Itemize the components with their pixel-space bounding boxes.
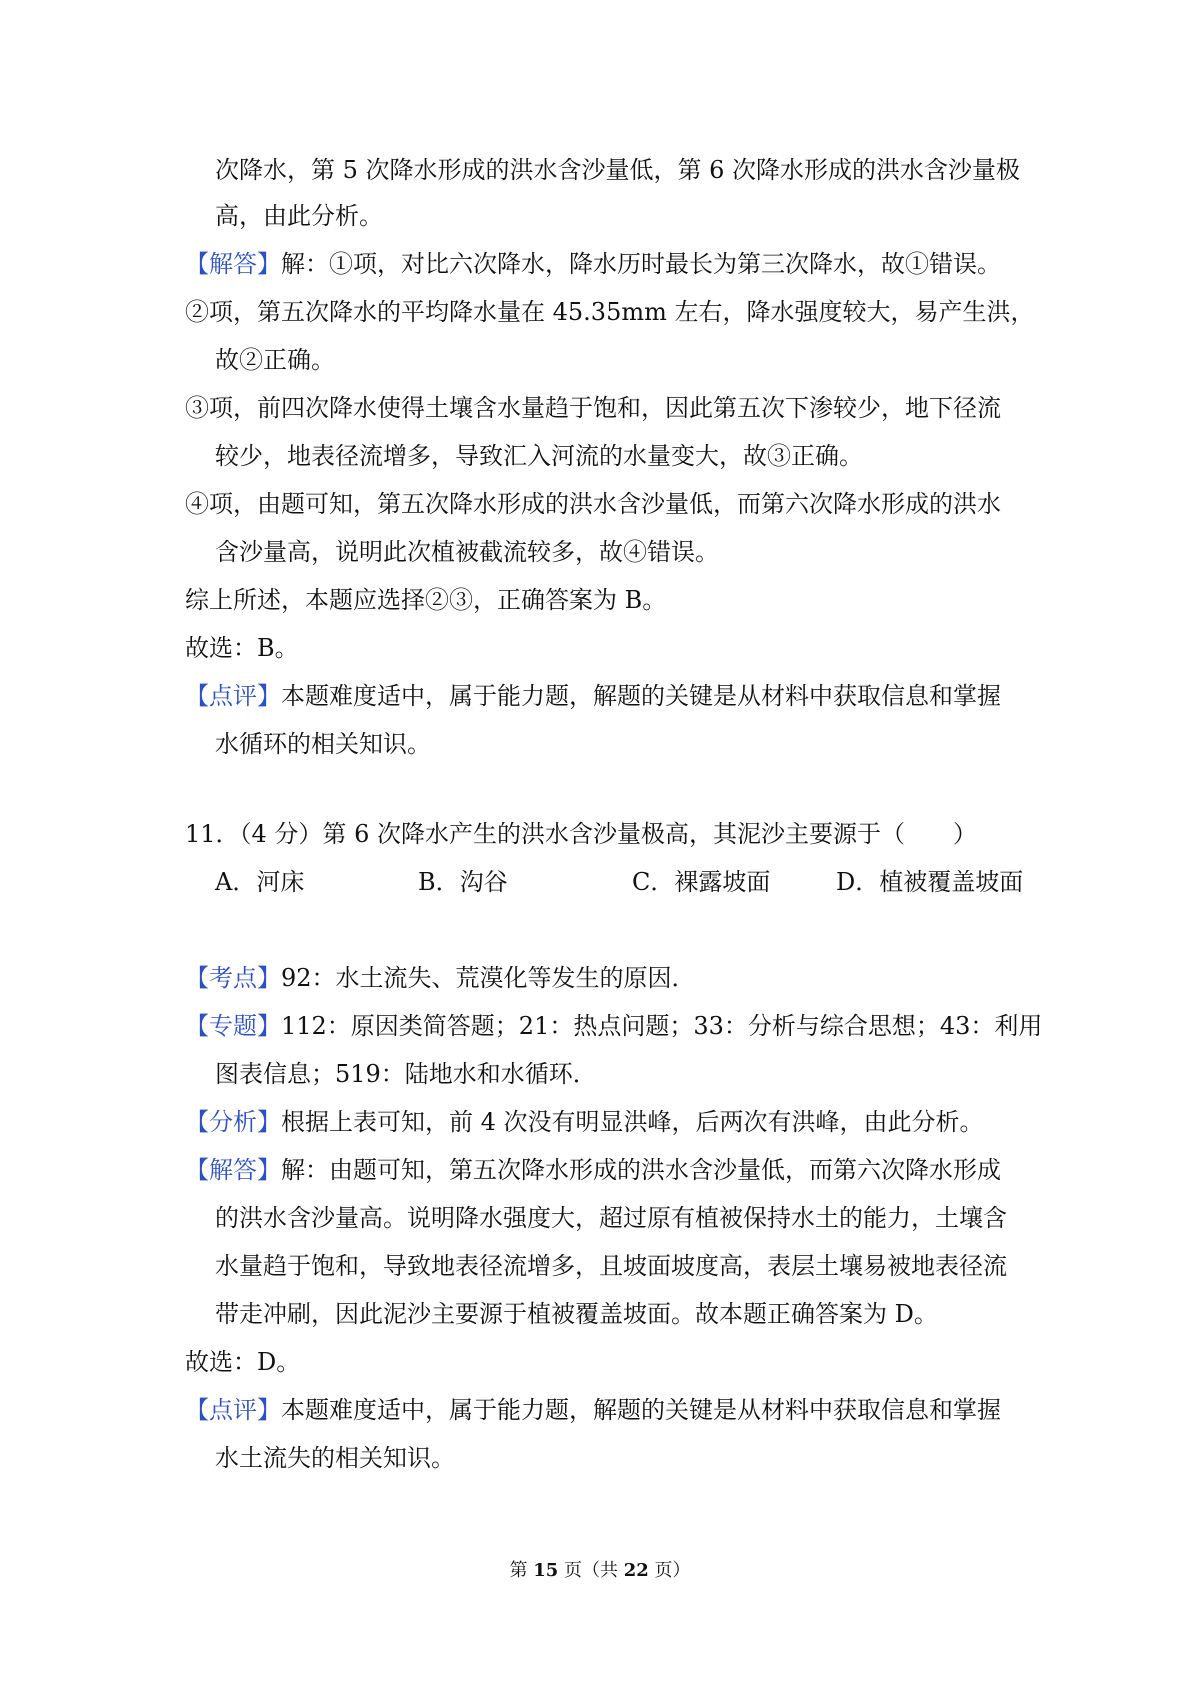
q11-answer-line-3: 水量趋于饱和，导致地表径流增多，且坡面坡度高，表层土壤易被地表径流 — [215, 1252, 1007, 1280]
prev-analysis-line-1: 次降水，第 5 次降水形成的洪水含沙量低，第 6 次降水形成的洪水含沙量极 — [215, 156, 1021, 184]
prev-answer-line-7: 含沙量高，说明此次植被截流较多，故④错误。 — [215, 538, 719, 566]
prev-comment-line-1: 【点评】本题难度适中，属于能力题，解题的关键是从材料中获取信息和掌握 — [185, 682, 1001, 710]
page-number: 15 — [533, 1560, 559, 1581]
page-footer: 第 15 页（共 22 页） — [509, 1560, 691, 1581]
question-11-stem: 11．（4 分）第 6 次降水产生的洪水含沙量极高，其泥沙主要源于（ ） — [185, 820, 977, 848]
prev-summary-line: 综上所述，本题应选择②③，正确答案为 B。 — [185, 586, 667, 614]
option-a: A．河床 — [215, 868, 305, 896]
q11-comment-tag: 【点评】 — [185, 1396, 281, 1424]
prev-answer-line-3: 故②正确。 — [215, 346, 335, 374]
option-d: D．植被覆盖坡面 — [836, 868, 1024, 896]
page-total: 22 — [623, 1560, 649, 1581]
prev-answer-line-6: ④项，由题可知，第五次降水形成的洪水含沙量低，而第六次降水形成的洪水 — [185, 490, 1001, 518]
prev-answer-line-1: 【解答】解：①项，对比六次降水，降水历时最长为第三次降水，故①错误。 — [185, 250, 1001, 278]
zhuanti-line-2: 图表信息；519：陆地水和水循环． — [215, 1060, 597, 1088]
prev-answer-line-4: ③项，前四次降水使得土壤含水量趋于饱和，因此第五次下渗较少，地下径流 — [185, 394, 1001, 422]
kaodian-line: 【考点】92：水土流失、荒漠化等发生的原因． — [185, 964, 696, 992]
fenxi-tag: 【分析】 — [185, 1108, 281, 1136]
q11-comment-line-1: 【点评】本题难度适中，属于能力题，解题的关键是从材料中获取信息和掌握 — [185, 1396, 1001, 1424]
q11-answer-line-2: 的洪水含沙量高。说明降水强度大，超过原有植被保持水土的能力，土壤含 — [215, 1204, 1007, 1232]
kaodian-tag: 【考点】 — [185, 964, 281, 992]
q11-answer-line-1: 【解答】解：由题可知，第五次降水形成的洪水含沙量低，而第六次降水形成 — [185, 1156, 1001, 1184]
q11-choice-line: 故选：D。 — [185, 1348, 301, 1376]
answer-tag: 【解答】 — [185, 250, 281, 278]
option-c: C．裸露坡面 — [632, 868, 771, 896]
q11-answer-line-4: 带走冲刷，因此泥沙主要源于植被覆盖坡面。故本题正确答案为 D。 — [215, 1300, 938, 1328]
comment-tag: 【点评】 — [185, 682, 281, 710]
fenxi-line: 【分析】根据上表可知，前 4 次没有明显洪峰，后两次有洪峰，由此分析。 — [185, 1108, 984, 1136]
prev-analysis-line-2: 高，由此分析。 — [215, 202, 383, 230]
prev-choice-line: 故选：B。 — [185, 634, 299, 662]
q11-comment-line-2: 水土流失的相关知识。 — [215, 1444, 455, 1472]
zhuanti-line-1: 【专题】112：原因类简答题；21：热点问题；33：分析与综合思想；43：利用 — [185, 1012, 1043, 1040]
zhuanti-tag: 【专题】 — [185, 1012, 281, 1040]
prev-comment-line-2: 水循环的相关知识。 — [215, 730, 431, 758]
q11-answer-tag: 【解答】 — [185, 1156, 281, 1184]
prev-answer-line-2: ②项，第五次降水的平均降水量在 45.35mm 左右，降水强度较大，易产生洪， — [185, 298, 1035, 326]
prev-answer-line-5: 较少，地表径流增多，导致汇入河流的水量变大，故③正确。 — [215, 442, 863, 470]
option-b: B．沟谷 — [418, 868, 508, 896]
